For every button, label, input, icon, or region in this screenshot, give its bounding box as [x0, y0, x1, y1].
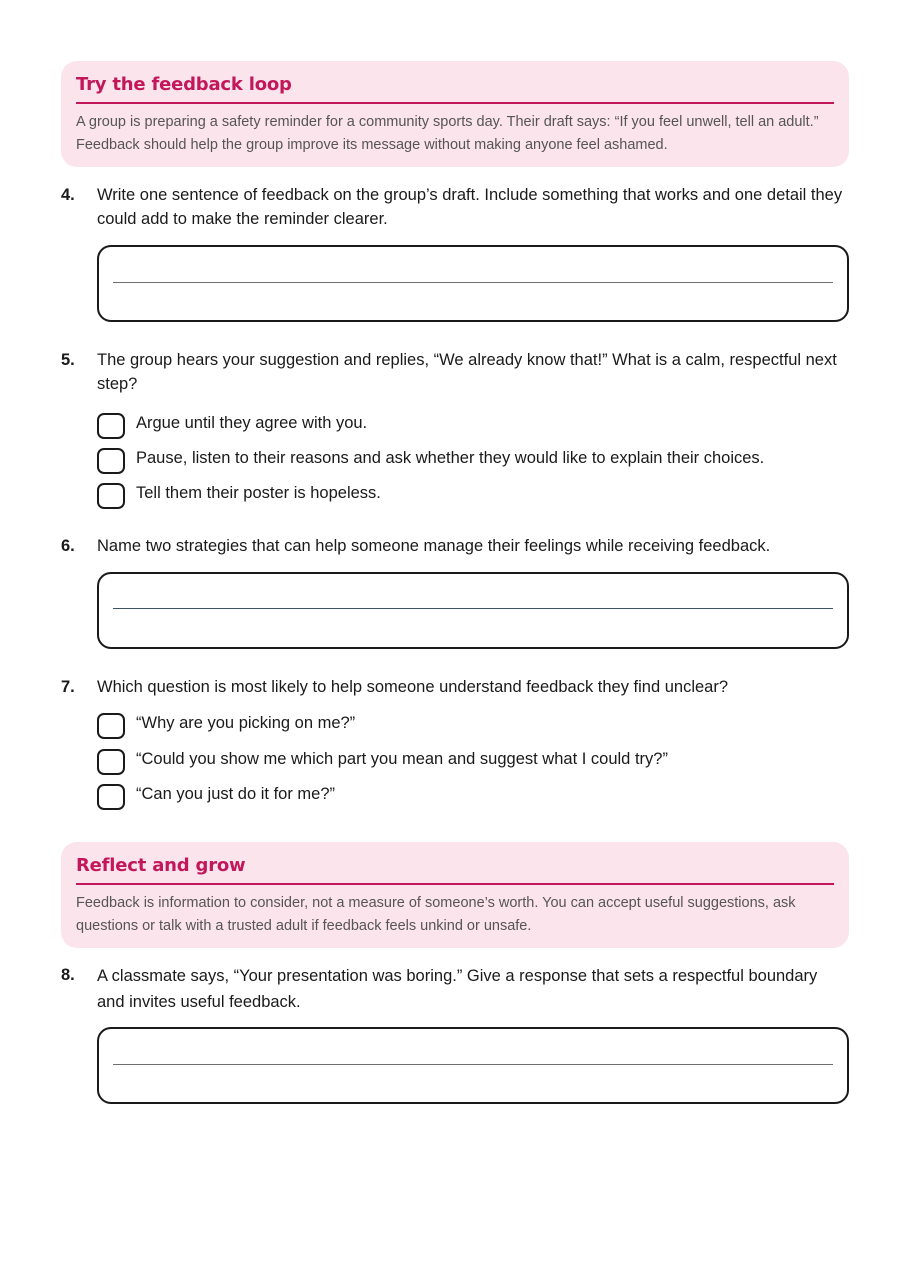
checkbox[interactable]	[97, 749, 125, 775]
option-q5-a[interactable]	[97, 412, 849, 440]
option-label: “Can you just do it for me?”	[136, 785, 335, 803]
writing-line	[113, 282, 833, 283]
question-text: Write one sentence of feedback on the group’s draft. Include something that works and one detail they could add to make the reminder clearer.	[97, 186, 843, 228]
writing-line	[113, 1064, 833, 1065]
panel-title: Reflect and grow	[76, 855, 834, 885]
panel-body: A group is preparing a safety reminder for a community sports day. Their draft says: “If you feel unwell, tell an adult.” Feedback should help the group improve its message without making anyone feel ashamed.	[76, 114, 819, 153]
panel-title: Try the feedback loop	[76, 74, 834, 104]
question-7	[61, 675, 849, 699]
question-number: 6.	[61, 537, 75, 555]
question-number: 5.	[61, 351, 75, 369]
checkbox[interactable]	[97, 713, 125, 739]
reflect-panel	[61, 842, 849, 948]
question-4	[61, 183, 849, 231]
answer-box-q8[interactable]	[97, 1027, 849, 1104]
option-q5-c[interactable]	[97, 482, 849, 510]
question-text: The group hears your suggestion and replies, “We already know that!” What is a calm, respectful next step?	[97, 351, 837, 393]
question-5	[61, 348, 849, 396]
question-number: 4.	[61, 186, 75, 204]
question-6	[61, 534, 849, 558]
option-q7-b[interactable]	[97, 748, 849, 776]
option-label: “Why are you picking on me?”	[136, 714, 356, 732]
checkbox[interactable]	[97, 784, 125, 810]
writing-line	[113, 608, 833, 609]
answer-box-q6[interactable]	[97, 572, 849, 649]
panel-body: Feedback is information to consider, not a measure of someone’s worth. You can accept useful suggestions, ask questions or talk with a trusted adult if feedback feels unkind or unsafe.	[76, 895, 796, 934]
checkbox[interactable]	[97, 448, 125, 474]
question-text: Name two strategies that can help someone manage their feelings while receiving feedback.	[97, 537, 771, 555]
question-number: 7.	[61, 678, 75, 696]
option-label: Argue until they agree with you.	[136, 414, 368, 432]
feedback-loop-panel	[61, 61, 849, 167]
option-q7-c[interactable]	[97, 783, 849, 811]
option-label: Pause, listen to their reasons and ask whether they would like to explain their choices.	[136, 449, 765, 467]
question-text: Which question is most likely to help someone understand feedback they find unclear?	[97, 678, 729, 696]
option-label: Tell them their poster is hopeless.	[136, 484, 381, 502]
question-number: 8.	[61, 966, 75, 984]
checkbox[interactable]	[97, 483, 125, 509]
option-label: “Could you show me which part you mean and suggest what I could try?”	[136, 750, 668, 768]
answer-box-q4[interactable]	[97, 245, 849, 322]
option-q7-a[interactable]	[97, 712, 849, 740]
question-text: A classmate says, “Your presentation was boring.” Give a response that sets a respectful boundary and invites useful feedback.	[97, 967, 818, 1011]
question-8	[61, 963, 849, 1015]
checkbox[interactable]	[97, 413, 125, 439]
option-q5-b[interactable]	[97, 447, 849, 475]
